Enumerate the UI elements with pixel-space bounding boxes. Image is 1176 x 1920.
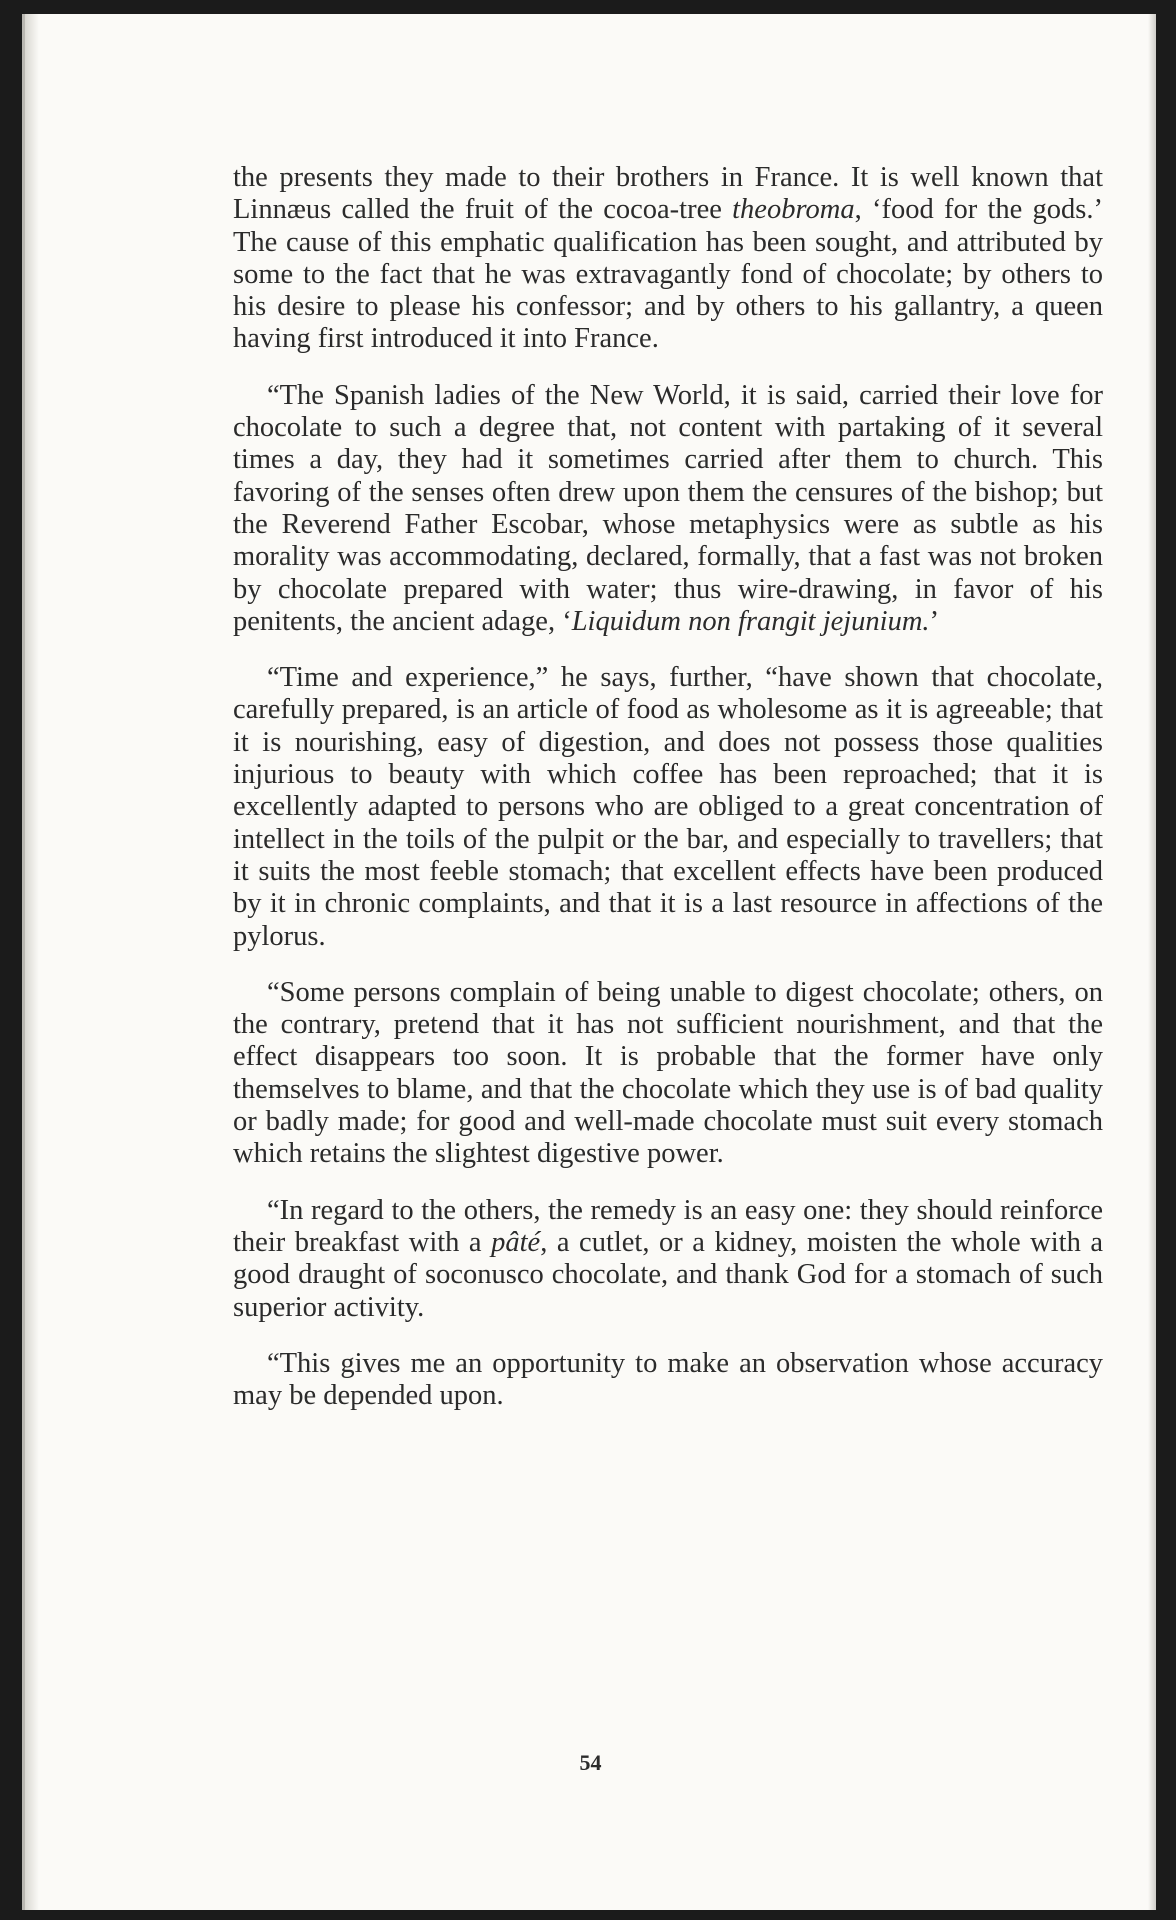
text-run: the presents they made to their brothers in France. It is well known that Linnæus called the fruit of the cocoa-tree [233, 162, 1103, 226]
paragraph [233, 380, 1103, 638]
book-page [22, 14, 1156, 1910]
paragraph [233, 162, 1103, 356]
text-run: “This gives me an opportunity to make an observation whose accuracy may be depended upon. [233, 1347, 1103, 1412]
paragraph [233, 1195, 1103, 1324]
italic-phrase: Liquidum non frangit jejunium. [571, 605, 930, 637]
text-run: ’ [929, 605, 940, 637]
text-run: “Time and experience,” he says, further, “have shown that chocolate, carefully prepared, is an article of food as wholesome as it is agreeable; that it is nourishing, easy of digestion, and does not possess those qualities injurious to beauty with which coffee has been reproached; that it is excellently adapted to persons who are obliged to a great concentration of intellect in the toils of the pulpit or the bar, and especially to travellers; that it suits the most feeble stomach; that excellent effects have been produced by it in chronic complaints, and that it is a last resource in affections of the pylorus. [233, 662, 1103, 952]
paragraph [233, 1348, 1103, 1413]
italic-phrase: pâté [491, 1226, 541, 1258]
paragraph [233, 977, 1103, 1171]
page-number: 54 [579, 1750, 602, 1775]
body-text [233, 162, 1103, 1436]
text-run: , ‘food for the gods.’ The cause of this emphatic qualification has been sought, and attributed by some to the fact that he was extravagantly fond of chocolate; by others to his desire to please his confessor; and by others to his gallantry, a queen having first introduced it into France. [233, 194, 1103, 355]
text-run: “The Spanish ladies of the New World, it is said, carried their love for chocolate to such a degree that, not content with partaking of it several times a day, they had it sometimes carried after them to church. This favoring of the senses often drew upon them the censures of the bishop; but the Reverend Father Escobar, whose metaphysics were as subtle as his morality was accommodating, declared, formally, that a fast was not broken by chocolate prepared with water; thus wire-drawing, in favor of his penitents, the ancient adage, ‘ [233, 379, 1103, 637]
gutter-shadow [25, 14, 39, 1910]
text-run: “In regard to the others, the remedy is an easy one: they should reinforce their breakfast with a [233, 1194, 1103, 1258]
text-run: “Some persons complain of being unable to digest chocolate; others, on the contrary, pretend that it has not sufficient nourishment, and that the effect disappears too soon. It is probable that the former have only themselves to blame, and that the chocolate which they use is of bad quality or badly made; for good and well-made chocolate must suit every stomach which retains the slightest digestive power. [233, 976, 1103, 1170]
page-edge-shadow [1148, 14, 1156, 1910]
italic-phrase: theobroma [732, 194, 855, 226]
paragraph [233, 662, 1103, 953]
text-run: , a cutlet, or a kidney, moisten the whole with a good draught of soconusco chocolate, and thank God for a stomach of such superior activity. [233, 1226, 1104, 1323]
